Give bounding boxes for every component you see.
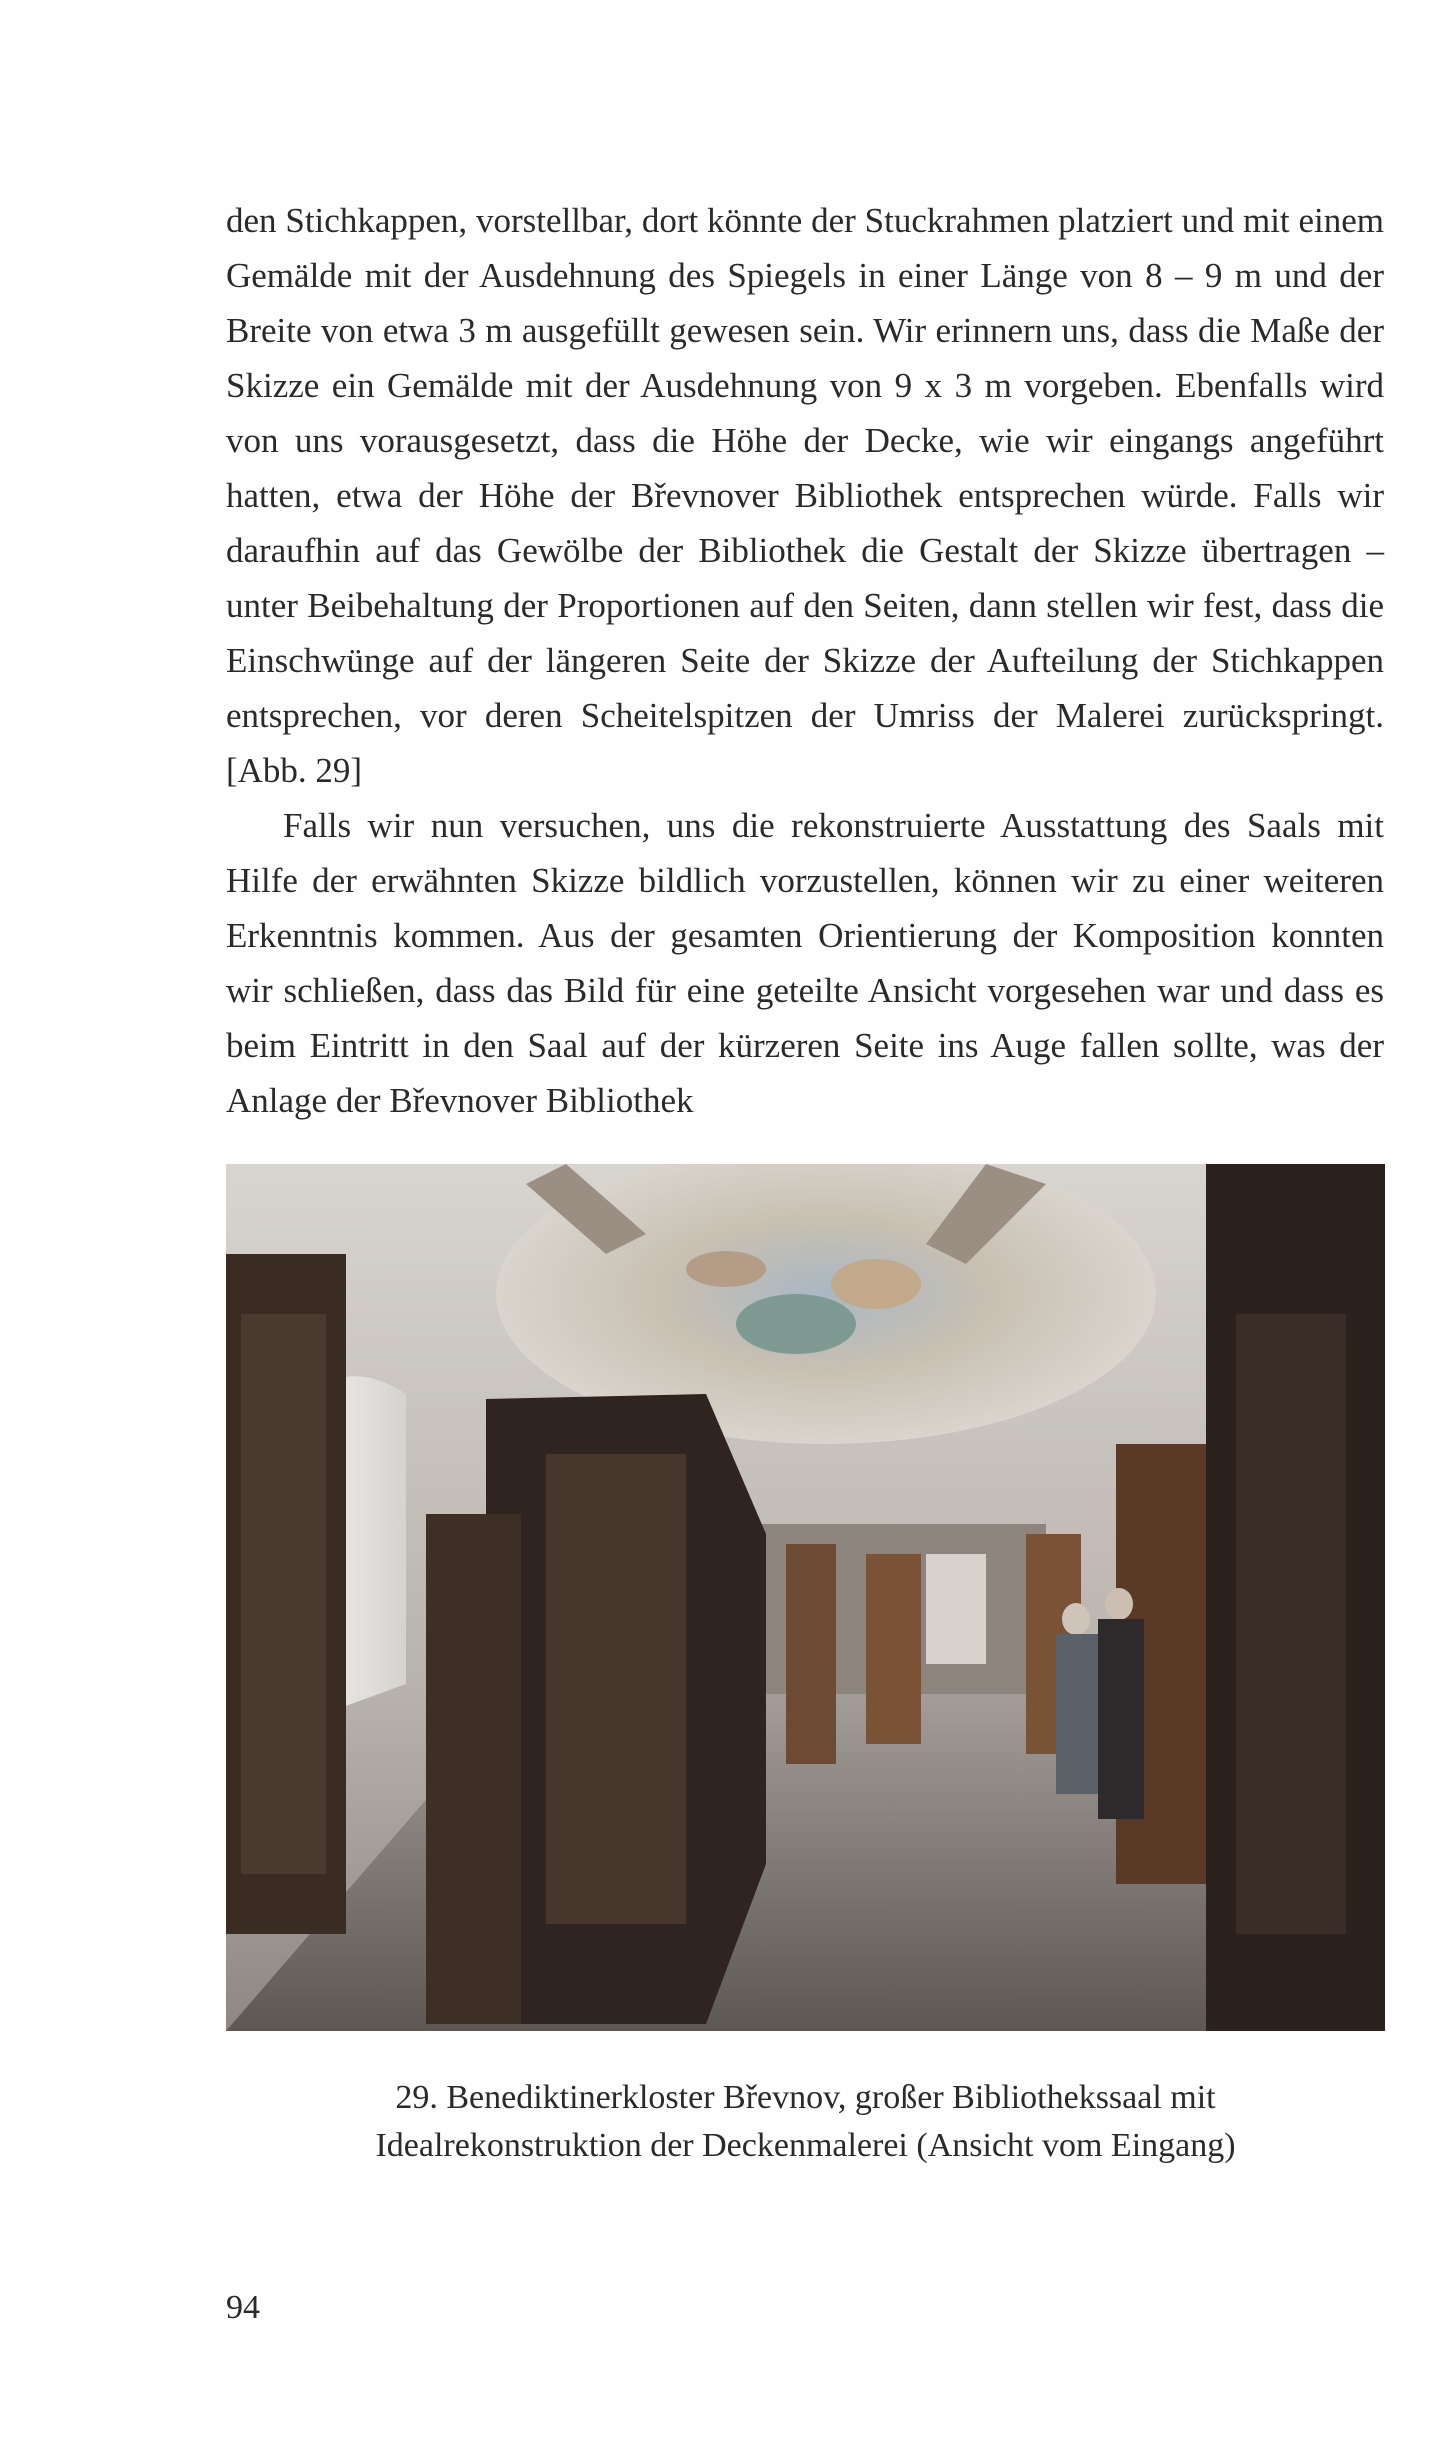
page-number: 94 [226,2289,260,2326]
caption-line-1: 29. Benediktinerkloster Břevnov, großer Bibliothekssaal mit [395,2079,1216,2116]
paragraph-2: Falls wir nun versuchen, uns die rekonstruierte Ausstattung des Saals mit Hilfe der erwähnten Skizze bildlich vorzustellen, können wir zu einer weiteren Erkenntnis kommen. Aus der gesamten Orientierung der Komposition konnten wir schließen, dass das Bild für eine geteilte Ansicht vorgesehen war und dass es beim Eintritt in den Saal auf der kürzeren Seite ins Auge fallen sollte, was der Anlage der Břevnover Bibliothek [226,806,1384,1120]
body-text [226,193,1384,1128]
paragraph-1: den Stichkappen, vorstellbar, dort könnte der Stuckrahmen platziert und mit einem Gemälde mit der Ausdehnung des Spiegels in einer Länge von 8 – 9 m und der Breite von etwa 3 m ausgefüllt gewesen sein. Wir erinnern uns, dass die Maße der Skizze ein Gemälde mit der Ausdehnung von 9 x 3 m vorgeben. Ebenfalls wird von uns vorausgesetzt, dass die Höhe der Decke, wie wir eingangs angeführt hatten, etwa der Höhe der Břevnover Bibliothek entsprechen würde. Falls wir daraufhin auf das Gewölbe der Bibliothek die Gestalt der Skizze übertragen – unter Beibehaltung der Proportionen auf den Seiten, dann stellen wir fest, dass die Einschwünge auf der längeren Seite der Skizze der Aufteilung der Stichkappen entsprechen, vor deren Scheitelspitzen der Umriss der Malerei zurückspringt. [Abb. 29] [226,201,1384,790]
library-hall-photograph [226,1164,1385,2031]
caption-line-2: Idealrekonstruktion der Deckenmalerei (Ansicht vom Eingang) [375,2127,1236,2164]
figure-caption [226,2074,1385,2170]
